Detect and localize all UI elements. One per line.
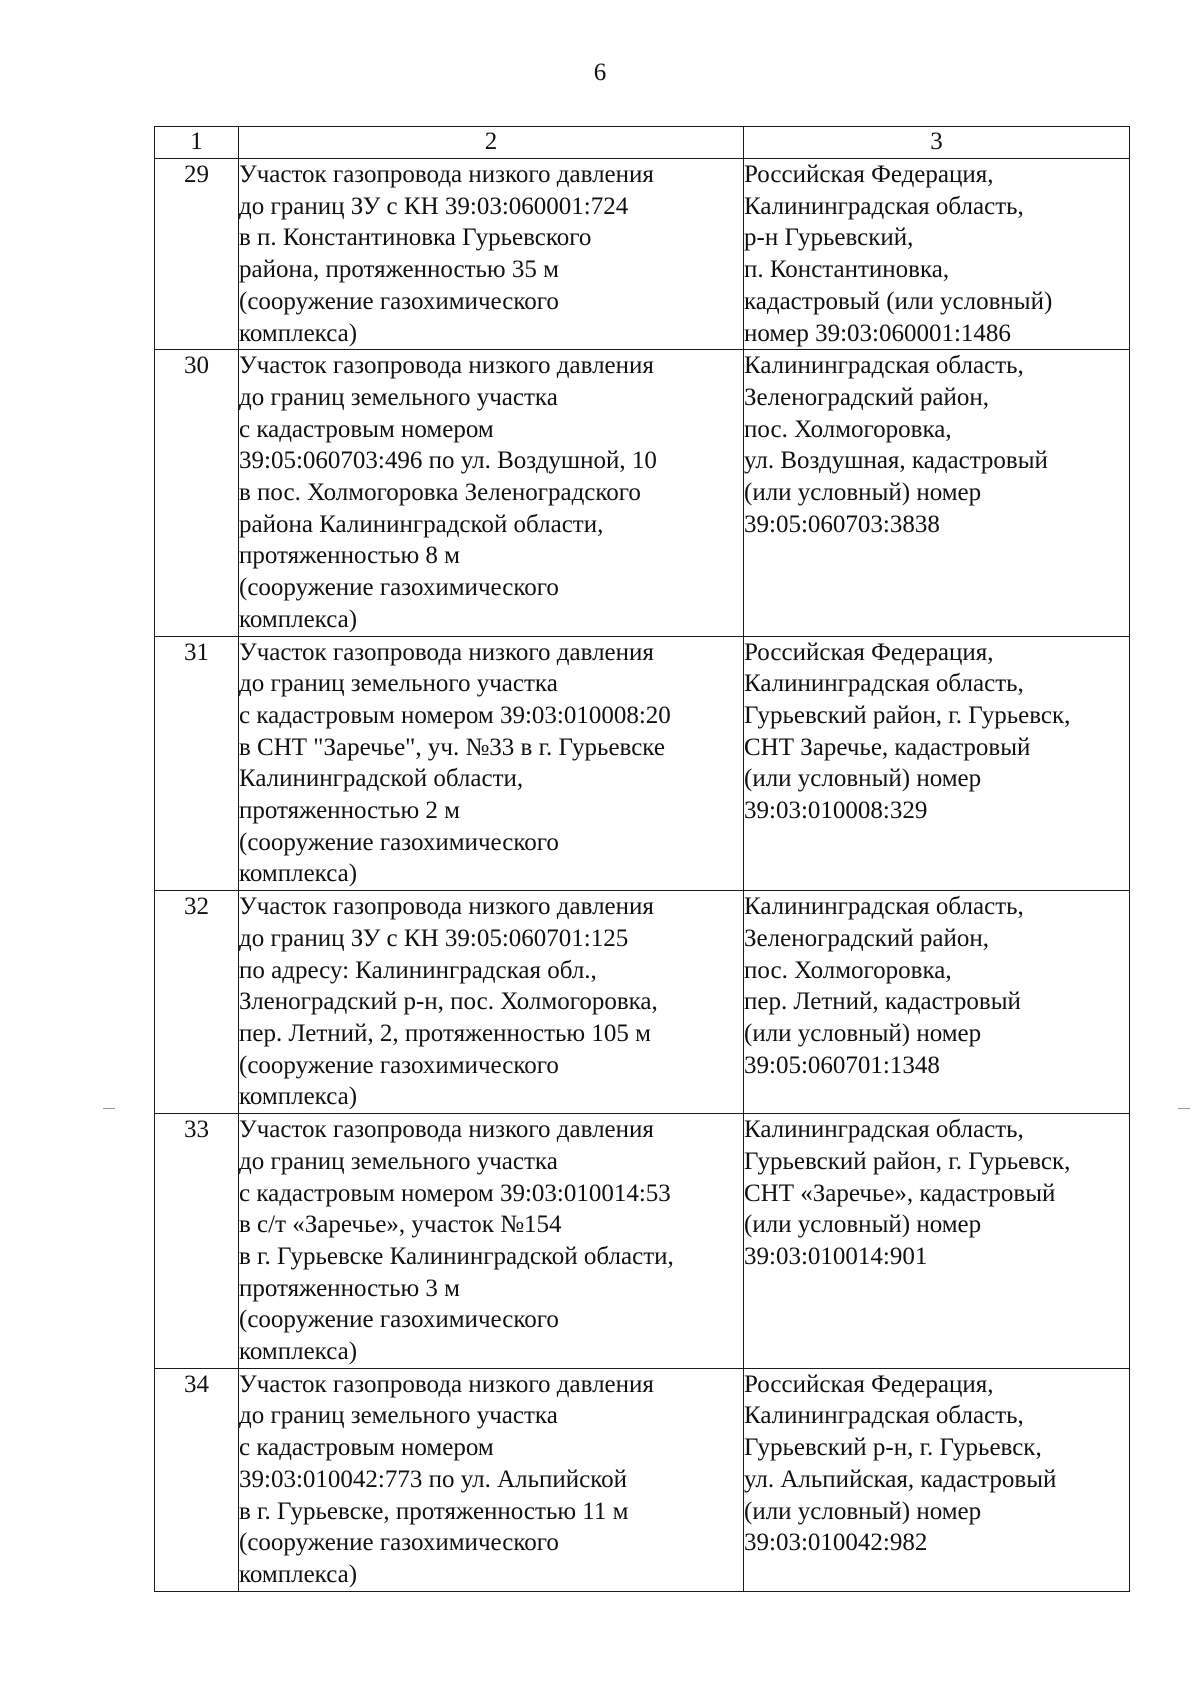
description-line: комплекса) [239, 860, 358, 888]
table-row [155, 350, 1130, 636]
address-line: (или условный) номер [744, 1211, 982, 1239]
description-line: с кадастровым номером 39:03:010014:53 [239, 1179, 671, 1207]
address-line: пос. Холмогоровка, [744, 415, 952, 443]
description-line: в с/т «Заречье», участок №154 [239, 1211, 562, 1239]
address-line: Зеленоградский район, [744, 383, 989, 411]
description-line: (сооружение газохимического [239, 1529, 559, 1557]
description-line: Участок газопровода низкого давления [239, 1116, 654, 1144]
description-line: (сооружение газохимического [239, 574, 559, 602]
description-line: в г. Гурьевске Калининградской области, [239, 1242, 674, 1270]
row-number: 34 [155, 1368, 239, 1591]
description-line: протяженностью 2 м [239, 797, 460, 825]
object-description-cell [239, 1114, 744, 1369]
table-row [155, 1114, 1130, 1369]
description-line: Участок газопровода низкого давления [239, 893, 654, 921]
description-line: до границ ЗУ с КН 39:03:060001:724 [239, 192, 629, 220]
address-line: кадастровый (или условный) [744, 287, 1053, 315]
address-line: р-н Гурьевский, [744, 224, 914, 252]
object-address-cell [744, 1114, 1130, 1369]
description-line: 39:03:010042:773 по ул. Альпийской [239, 1465, 628, 1493]
address-line: п. Константиновка, [744, 256, 950, 284]
address-line: (или условный) номер [744, 479, 982, 507]
description-line: Участок газопровода низкого давления [239, 352, 654, 380]
address-line: (или условный) номер [744, 1019, 982, 1047]
registry-table-body [155, 127, 1130, 1592]
description-line: до границ земельного участка [239, 383, 558, 411]
address-line: Калининградская область, [744, 1116, 1024, 1144]
address-line: Калининградская область, [744, 670, 1024, 698]
description-line: комплекса) [239, 319, 358, 347]
address-line: Калининградская область, [744, 893, 1024, 921]
address-line: (или условный) номер [744, 765, 982, 793]
object-address-cell [744, 159, 1130, 350]
description-line: протяженностью 3 м [239, 1274, 460, 1302]
row-number: 29 [155, 159, 239, 350]
description-line: до границ земельного участка [239, 1402, 558, 1430]
address-line: Российская Федерация, [744, 1370, 994, 1398]
address-line: Российская Федерация, [744, 638, 994, 666]
description-line: района Калининградской области, [239, 510, 604, 538]
object-address-cell [744, 350, 1130, 636]
description-line: пер. Летний, 2, протяженностью 105 м [239, 1019, 651, 1047]
description-line: 39:05:060703:496 по ул. Воздушной, 10 [239, 447, 657, 475]
address-line: Российская Федерация, [744, 161, 994, 188]
address-line: 39:03:010014:901 [744, 1242, 928, 1270]
table-row [155, 159, 1130, 350]
description-line: комплекса) [239, 1560, 358, 1588]
object-address-cell [744, 891, 1130, 1114]
description-line: комплекса) [239, 605, 358, 633]
row-number: 31 [155, 636, 239, 891]
registry-table [154, 126, 1130, 1592]
description-line: Участок газопровода низкого давления [239, 638, 654, 666]
scan-artifact-left [103, 1108, 115, 1109]
description-line: в СНТ "Заречье", уч. №33 в г. Гурьевске [239, 733, 665, 761]
description-line: до границ земельного участка [239, 670, 558, 698]
object-description-cell [239, 636, 744, 891]
description-line: Участок газопровода низкого давления [239, 1370, 654, 1398]
address-line: (или условный) номер [744, 1497, 982, 1525]
object-address-cell [744, 1368, 1130, 1591]
object-description-cell [239, 891, 744, 1114]
address-line: ул. Альпийская, кадастровый [744, 1465, 1057, 1493]
scan-artifact-right [1178, 1108, 1190, 1109]
description-line: в г. Гурьевске, протяженностью 11 м [239, 1497, 629, 1525]
description-line: в п. Константиновка Гурьевского [239, 224, 592, 252]
table-row [155, 636, 1130, 891]
object-description-cell [239, 1368, 744, 1591]
table-row [155, 1368, 1130, 1591]
description-line: комплекса) [239, 1338, 358, 1366]
address-line: пос. Холмогоровка, [744, 956, 952, 984]
description-line: района, протяженностью 35 м [239, 256, 559, 284]
description-line: с кадастровым номером 39:03:010008:20 [239, 701, 671, 729]
description-line: по адресу: Калининградская обл., [239, 956, 597, 984]
page-number: 6 [593, 59, 607, 86]
description-line: Участок газопровода низкого давления [239, 161, 654, 188]
address-line: ул. Воздушная, кадастровый [744, 447, 1048, 475]
address-line: 39:05:060703:3838 [744, 510, 940, 538]
address-line: Калининградская область, [744, 1402, 1024, 1430]
column-header-2: 2 [239, 127, 744, 159]
address-line: номер 39:03:060001:1486 [744, 319, 1011, 347]
row-number: 33 [155, 1114, 239, 1369]
description-line: протяженностью 8 м [239, 542, 460, 570]
table-header-row [155, 127, 1130, 159]
column-header-3: 3 [744, 127, 1130, 159]
description-line: до границ земельного участка [239, 1147, 558, 1175]
address-line: 39:05:060701:1348 [744, 1051, 940, 1079]
address-line: пер. Летний, кадастровый [744, 988, 1021, 1016]
description-line: с кадастровым номером [239, 415, 494, 443]
address-line: Калининградская область, [744, 352, 1024, 380]
table-row [155, 891, 1130, 1114]
address-line: Гурьевский район, г. Гурьевск, [744, 701, 1071, 729]
description-line: (сооружение газохимического [239, 1051, 559, 1079]
description-line: Калининградской области, [239, 765, 524, 793]
row-number: 30 [155, 350, 239, 636]
description-line: Зленоградский р-н, пос. Холмогоровка, [239, 988, 658, 1016]
address-line: 39:03:010042:982 [744, 1529, 928, 1557]
object-description-cell [239, 159, 744, 350]
column-header-1: 1 [155, 127, 239, 159]
address-line: СНТ Заречье, кадастровый [744, 733, 1031, 761]
description-line: (сооружение газохимического [239, 1306, 559, 1334]
object-address-cell [744, 636, 1130, 891]
description-line: (сооружение газохимического [239, 828, 559, 856]
description-line: в пос. Холмогоровка Зеленоградского [239, 479, 641, 507]
object-description-cell [239, 350, 744, 636]
address-line: 39:03:010008:329 [744, 797, 928, 825]
address-line: Зеленоградский район, [744, 924, 989, 952]
description-line: (сооружение газохимического [239, 287, 559, 315]
description-line: с кадастровым номером [239, 1434, 494, 1462]
description-line: до границ ЗУ с КН 39:05:060701:125 [239, 924, 629, 952]
description-line: комплекса) [239, 1083, 358, 1111]
address-line: Гурьевский р-н, г. Гурьевск, [744, 1434, 1042, 1462]
row-number: 32 [155, 891, 239, 1114]
address-line: СНТ «Заречье», кадастровый [744, 1179, 1056, 1207]
address-line: Калининградская область, [744, 192, 1024, 220]
address-line: Гурьевский район, г. Гурьевск, [744, 1147, 1071, 1175]
